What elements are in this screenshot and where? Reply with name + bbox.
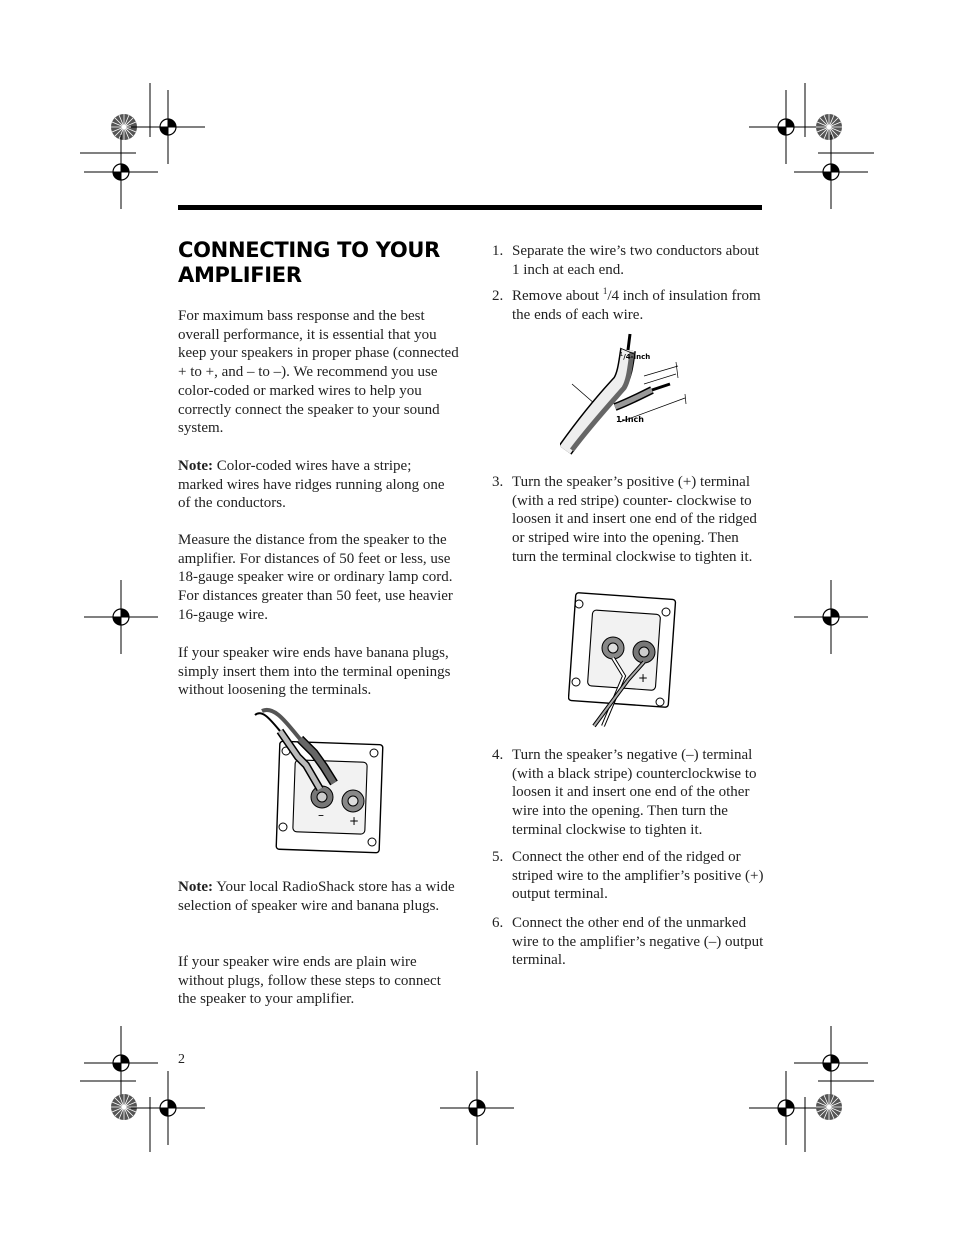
note-text: Color-coded wires have a stripe; marked wires have ridges running along one of the conductors. bbox=[178, 458, 445, 512]
plain-wire-text: If your speaker wire ends are plain wire without plugs, follow these steps to connect the speaker to your amplifier. bbox=[178, 954, 441, 1008]
wire-gauge-paragraph bbox=[178, 531, 460, 625]
step-text: Turn the speaker’s negative (–) terminal (with a black stripe) counterclockwise to loosen it and insert one end of the other wire into the opening. Then turn the terminal clockwise to tighten it. bbox=[512, 747, 757, 838]
section-heading: CONNECTING TO YOUR AMPLIFIER bbox=[178, 238, 441, 287]
step-text: Remove about $^1$/4 inch of insulation from the ends of each wire. bbox=[512, 286, 761, 323]
quarter-inch-label: $^1$/4-Inch bbox=[620, 352, 651, 361]
note-label: Note: bbox=[178, 458, 213, 474]
step-number: 4. bbox=[492, 747, 504, 763]
note-text: Your local RadioShack store has a wide selection of speaker wire and banana plugs. bbox=[178, 879, 455, 914]
note-label: Note: bbox=[178, 879, 213, 895]
step-number: 3. bbox=[492, 474, 504, 490]
step-number: 6. bbox=[492, 915, 504, 931]
wire-in-terminal-illustration bbox=[568, 590, 678, 730]
banana-text: If your speaker wire ends have banana plugs, simply insert them into the terminal openings without loosening the terminals. bbox=[178, 645, 451, 699]
terminal-plus-sign: + bbox=[638, 671, 649, 685]
step-text: Turn the speaker’s positive (+) terminal (with a red stripe) counter- clockwise to loosen it and insert one end of the ridged or striped wire into the opening. Then turn the terminal clockwise to tighten it. bbox=[512, 474, 757, 565]
terminal-minus-sign: – bbox=[318, 808, 324, 822]
note-radioshack bbox=[178, 878, 460, 915]
steps-list bbox=[492, 0, 767, 1235]
intro-paragraph bbox=[178, 307, 460, 438]
step-text: Connect the other end of the unmarked wire to the amplifier’s negative (–) output terminal. bbox=[512, 915, 764, 969]
step-number: 2. bbox=[492, 288, 504, 304]
step-text: Connect the other end of the ridged or striped wire to the amplifier’s positive (+) output terminal. bbox=[512, 849, 764, 903]
phase-paragraph: For maximum bass response and the best overall performance, it is essential that you keep your speakers in proper phase (connected + to +, and – to –). We recommend you use color-coded or marked wires to help you correctly connect the speaker to your sound system. bbox=[178, 308, 459, 437]
note-color-coded bbox=[178, 457, 460, 513]
banana-plug-terminal-illustration bbox=[250, 705, 385, 855]
plain-wire-paragraph bbox=[178, 953, 460, 1009]
one-inch-label: 1-Inch bbox=[616, 415, 644, 424]
step-text: Separate the wire’s two conductors about 1 inch at each end. bbox=[512, 243, 760, 278]
step-number: 1. bbox=[492, 243, 504, 259]
banana-plug-paragraph bbox=[178, 644, 460, 700]
step-number: 5. bbox=[492, 849, 504, 865]
stripped-wire-illustration bbox=[560, 332, 690, 457]
terminal-plus-sign: + bbox=[349, 814, 360, 828]
page-number: 2 bbox=[178, 1052, 185, 1067]
gauge-text: Measure the distance from the speaker to the amplifier. For distances of 50 feet or less, use 18-gauge speaker wire or ordinary lamp cord. For distances greater than 50 feet, use heavier 16-gauge wire. bbox=[178, 532, 453, 623]
